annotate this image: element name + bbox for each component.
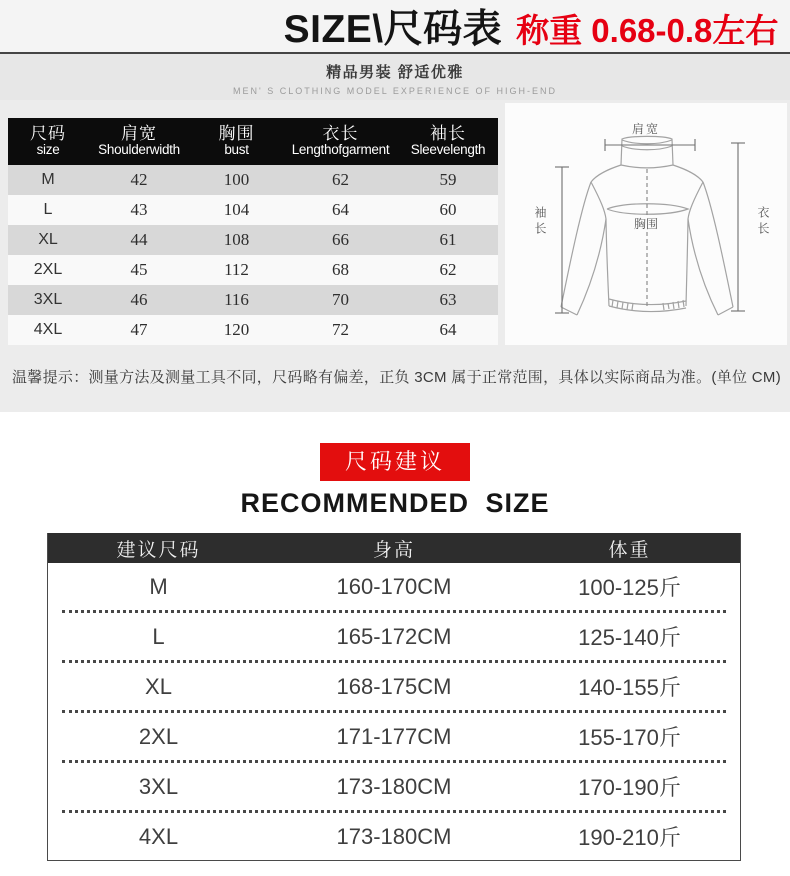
- col-shoulder: [88, 125, 190, 159]
- col-size-cn: 尺码: [30, 123, 66, 143]
- size-cell: 4XL: [33, 321, 63, 338]
- recommend-cell: 173-180CM: [336, 773, 452, 799]
- col-length-cn: 衣长: [322, 123, 359, 143]
- size-cell: 42: [130, 170, 148, 189]
- recommend-cell: 3XL: [138, 773, 179, 799]
- recommend-cell: 171-177CM: [336, 723, 452, 749]
- recommend-cell: 170-190斤: [578, 775, 681, 800]
- measure-note: 温馨提示：测量方法及测量工具不同，尺码略有偏差，正负 3CM 属于正常范围，具体以实际商品为准。(单位 CM): [12, 369, 781, 386]
- shoulder-width-label: 肩宽: [631, 122, 661, 136]
- size-cell: 112: [224, 260, 249, 279]
- size-cell: 116: [224, 290, 249, 309]
- size-cell: 60: [439, 200, 457, 219]
- recommend-row-4xl: [48, 813, 740, 860]
- size-cell: 45: [130, 260, 148, 279]
- recommend-cell: L: [152, 623, 165, 649]
- size-cell: 44: [130, 230, 148, 249]
- size-cell: 63: [439, 290, 457, 309]
- col-shoulder-cn: 肩宽: [121, 123, 157, 143]
- size-table-header: [8, 118, 498, 165]
- recommend-row-xl: [48, 663, 740, 710]
- size-cell: 46: [130, 290, 148, 309]
- size-cell: 3XL: [33, 291, 63, 308]
- col-height: 身高: [372, 539, 415, 561]
- size-cell: XL: [38, 231, 58, 248]
- size-cell: 43: [130, 200, 148, 219]
- recommended-section: [0, 412, 790, 876]
- col-sleeve-en: Sleevelength: [410, 142, 486, 158]
- size-advice-badge: 尺码建议: [320, 443, 470, 481]
- size-cell: 108: [223, 230, 250, 249]
- col-size: [8, 125, 88, 159]
- recommend-cell: 190-210斤: [578, 825, 681, 850]
- size-cell: 47: [130, 320, 148, 339]
- subtitle-en: MEN' S CLOTHING MODEL EXPERIENCE OF HIGH-END: [233, 86, 557, 96]
- recommend-cell: 140-155斤: [578, 675, 681, 700]
- recommend-cell: 173-180CM: [336, 823, 452, 849]
- subtitle-band: [0, 54, 790, 100]
- size-cell: 2XL: [33, 261, 63, 278]
- size-cell: 68: [332, 260, 349, 279]
- size-cell: 62: [439, 260, 457, 279]
- col-recommend-size: 建议尺码: [116, 539, 201, 561]
- size-cell: 120: [223, 320, 250, 339]
- col-bust-cn: 胸围: [218, 123, 255, 143]
- recommend-cell: 155-170斤: [578, 725, 681, 750]
- page-header-inner: [284, 0, 779, 54]
- recommend-table-header: [48, 533, 740, 563]
- size-cell: 72: [332, 320, 349, 339]
- size-table-section: [0, 100, 790, 412]
- recommend-cell: 100-125斤: [578, 575, 681, 600]
- size-cell: 61: [439, 230, 457, 249]
- recommend-cell: XL: [145, 673, 172, 699]
- col-bust-en: bust: [224, 142, 249, 158]
- size-cell: M: [41, 171, 55, 188]
- col-sleeve-cn: 袖长: [430, 123, 466, 143]
- recommend-cell: 160-170CM: [336, 573, 452, 599]
- size-table: [8, 118, 498, 345]
- recommend-cell: 4XL: [138, 823, 179, 849]
- recommend-row-m: [48, 563, 740, 610]
- col-size-en: size: [36, 142, 60, 158]
- size-cell: L: [43, 201, 53, 218]
- col-shoulder-en: Shoulderwidth: [98, 142, 180, 158]
- recommend-cell: 125-140斤: [578, 625, 681, 650]
- size-cell: 59: [439, 170, 457, 189]
- garment-diagram: [505, 103, 787, 345]
- bust-label: 胸围: [633, 217, 659, 231]
- recommend-cell: M: [149, 573, 168, 599]
- garment-length-label: 衣长: [756, 206, 770, 238]
- size-row-3xl: [8, 285, 498, 315]
- col-weight: 体重: [608, 539, 651, 561]
- recommend-cell: 168-175CM: [336, 673, 452, 699]
- size-cell: 70: [332, 290, 349, 309]
- recommend-cell: 2XL: [138, 723, 179, 749]
- recommend-row-l: [48, 613, 740, 660]
- size-row-2xl: [8, 255, 498, 285]
- size-cell: 64: [439, 320, 457, 339]
- subtitle-cn: 精品男装 舒适优雅: [326, 64, 464, 81]
- recommend-row-2xl: [48, 713, 740, 760]
- size-row-4xl: [8, 315, 498, 345]
- recommended-title: RECOMMENDED SIZE: [240, 488, 550, 518]
- size-cell: 64: [332, 200, 349, 219]
- sleeve-length-label: 袖长: [533, 206, 547, 238]
- size-row-m: [8, 165, 498, 195]
- size-cell: 62: [332, 170, 349, 189]
- col-sleeve: [398, 125, 498, 159]
- recommend-row-3xl: [48, 763, 740, 810]
- recommend-cell: 165-172CM: [336, 623, 452, 649]
- page-header: [0, 0, 790, 52]
- col-length: [283, 125, 398, 159]
- size-cell: 100: [223, 170, 250, 189]
- size-cell: 104: [223, 200, 250, 219]
- size-row-xl: [8, 225, 498, 255]
- col-length-en: Lengthofgarment: [291, 142, 390, 158]
- size-cell: 66: [332, 230, 349, 249]
- page-title: SIZE\尺码表: [283, 8, 503, 51]
- col-bust: [190, 125, 283, 159]
- size-row-l: [8, 195, 498, 225]
- weight-note: 称重 0.68-0.8左右: [516, 12, 779, 49]
- recommend-table: [47, 533, 741, 861]
